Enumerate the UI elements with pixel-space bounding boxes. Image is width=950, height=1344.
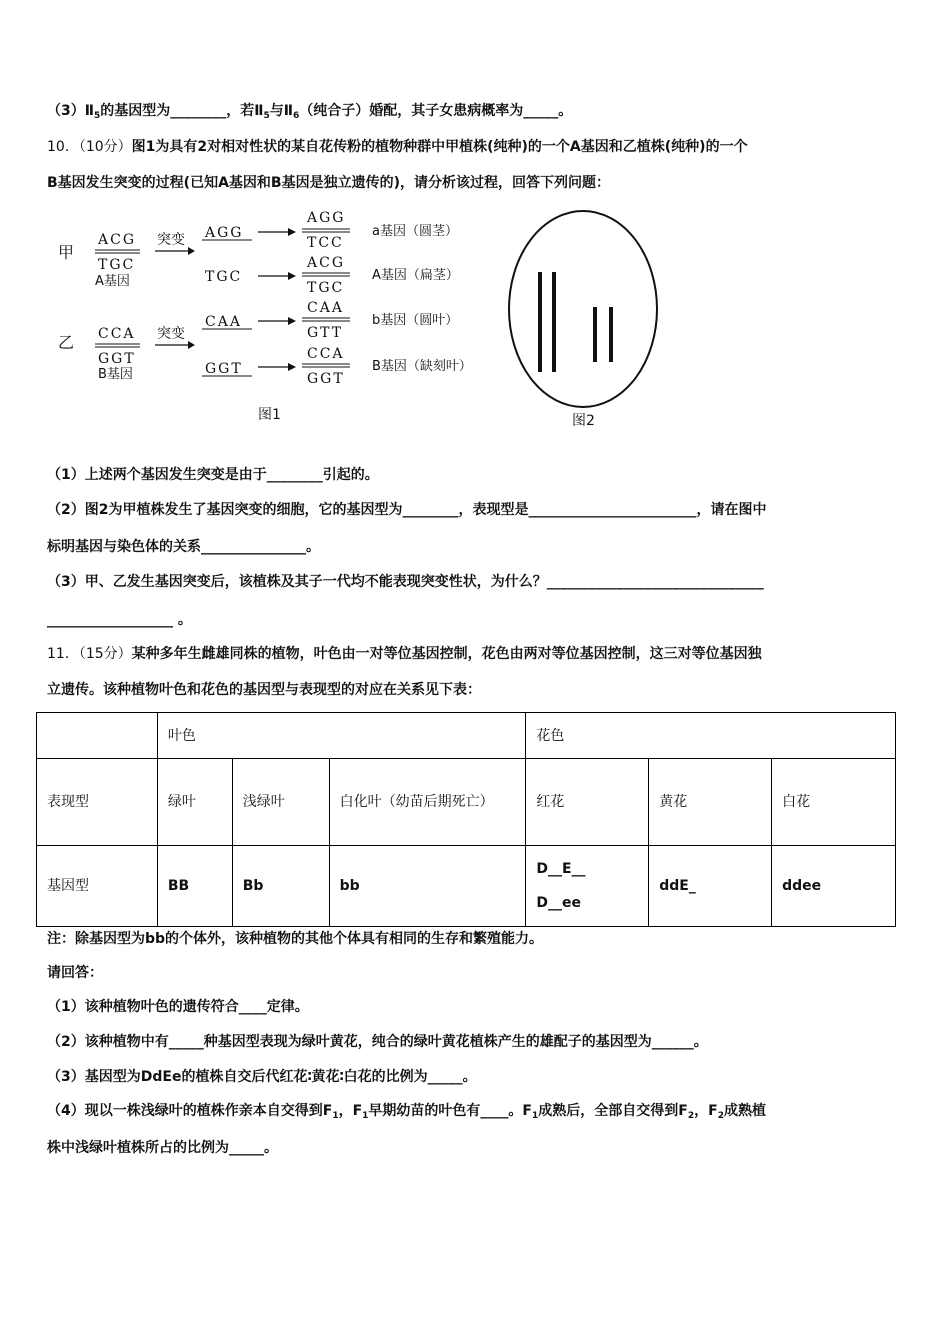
figure1-caption: 图1 [258,407,281,423]
genotype-ddE: ddE_ [649,846,772,927]
phenotype-label: 表现型 [37,759,158,846]
flower-color-header: 花色 [526,713,896,759]
figure2 [509,211,657,429]
q10-number: 10． [47,139,79,155]
table-corner-cell [37,713,158,759]
q11-item4-line1: （4）现以一株浅绿叶的植株作亲本自交得到$F_1$，$F_1$早期幼苗的叶色有____。$F_1$成熟后，全部自交得到$F_2$，$F_2$成熟植 [47,1103,766,1121]
genotype-bb: bb [329,846,526,927]
q10-intro-line1: 10．（10分）图1为具有2对相对性状的某自花传粉的植物种群中甲植株(纯种)的一个A基因和乙植株(纯种)的一个 [47,139,748,155]
strand-1: AGG [205,225,244,241]
phenotype-red: 红花 [526,759,649,846]
figure1 [58,210,472,423]
product-4-top: CCA [307,346,345,362]
q10-intro-line2: B基因发生突变的过程(已知A基因和B基因是独立遗传的)，请分析该过程，回答下列问题： [47,175,610,191]
cell-outline [509,211,657,407]
product-3-label: b基因（圆叶） [372,313,459,328]
yi-mutation-arrowhead [188,341,195,349]
yi-bottom-strand: GGT [98,351,136,367]
genotype-D-E: D__E__ [536,861,586,877]
genotype-BB: BB [157,846,232,927]
yi-mutation-label: 突变 [157,326,185,342]
product-1-bottom: TCC [307,235,344,251]
jia-bottom-strand: TGC [98,257,136,273]
leaf-color-header: 叶色 [157,713,526,759]
jia-label: 甲 [58,243,75,262]
product-3-bottom: GTT [307,325,344,341]
yi-label: 乙 [58,333,75,352]
product-4-label: B基因（缺刻叶） [372,359,472,374]
jia-top-strand: ACG [98,232,137,248]
phenotype-white: 白花 [772,759,896,846]
strand-4: GGT [205,361,243,377]
jia-mutation-arrowhead [188,247,195,255]
strand-2: TGC [205,269,243,285]
q11-note: 注：除基因型为bb的个体外，该种植物的其他个体具有相同的生存和繁殖能力。 [47,931,544,947]
q11-please-answer: 请回答： [47,965,103,981]
jia-gene-label: A基因 [95,274,130,289]
phenotype-yellow: 黄花 [649,759,772,846]
product-2-bottom: TGC [307,280,345,296]
genotype-Bb: Bb [232,846,329,927]
product-1-top: AGG [307,210,346,226]
figure2-caption: 图2 [572,413,595,429]
q11-item1: （1）该种植物叶色的遗传符合____定律。 [47,999,309,1015]
yi-gene-label: B基因 [98,367,133,382]
genotype-D-ee: D__ee [536,895,581,911]
replication-arrowhead-4 [288,363,296,371]
q11-item3: （3）基因型为DdEe的植株自交后代红花∶黄花∶白花的比例为_____。 [47,1069,477,1085]
q10-item3-line2: __________________ 。 [47,612,192,628]
phenotype-row [37,759,896,846]
q11-intro-line1: 11．（15分）某种多年生雌雄同株的植物，叶色由一对等位基因控制，花色由两对等位基因控制，这三对等位基因独 [47,646,762,662]
genotype-ddee: ddee [772,846,896,927]
product-2-label: A基因（扁茎） [372,268,459,283]
product-2-top: ACG [307,255,346,271]
q11-item4-line2: 株中浅绿叶植株所占的比例为_____。 [47,1140,278,1156]
genotype-row [37,846,896,927]
replication-arrowhead-3 [288,317,296,325]
yi-top-strand: CCA [98,326,136,342]
q11-item2: （2）该种植物中有_____种基因型表现为绿叶黄花，纯合的绿叶黄花植株产生的雄配子的基因型为______。 [47,1034,708,1050]
q10-item3-line1: （3）甲、乙发生基因突变后，该植株及其子一代均不能表现突变性状，为什么？_______________________________ [47,574,764,590]
product-1-label: a基因（圆茎） [372,224,458,239]
q10-item2-line2: 标明基因与染色体的关系_______________。 [47,539,320,555]
q9-item3: $(3)Ⅱ_5$的基因型为________，若$Ⅱ_5$与$Ⅱ_6$（纯合子）婚配，其子女患病概率为_____。 [47,103,573,121]
replication-arrowhead-2 [288,272,296,280]
product-3-top: CAA [307,300,344,316]
phenotype-green: 绿叶 [157,759,232,846]
q10-item1: （1）上述两个基因发生突变是由于________引起的。 [47,467,379,483]
figure-area [40,200,920,450]
q10-score: （10分） [78,139,132,155]
genotype-red-flower [526,846,649,927]
q11-number: 11． [47,646,79,662]
genotype-label: 基因型 [37,846,158,927]
product-4-bottom: GGT [307,371,345,387]
q11-intro-line2: 立遗传。该种植物叶色和花色的基因型与表现型的对应在关系见下表： [47,682,481,698]
q10-item2-line1: （2）图2为甲植株发生了基因突变的细胞，它的基因型为________，表现型是________________________，请在图中 [47,502,767,518]
q11-score: （15分） [78,646,132,662]
jia-mutation-label: 突变 [157,232,185,248]
replication-arrowhead-1 [288,228,296,236]
strand-3: CAA [205,314,242,330]
table-header-row [37,713,896,759]
genotype-phenotype-table [36,712,896,927]
phenotype-light-green: 浅绿叶 [232,759,329,846]
phenotype-albino: 白化叶（幼苗后期死亡） [329,759,526,846]
